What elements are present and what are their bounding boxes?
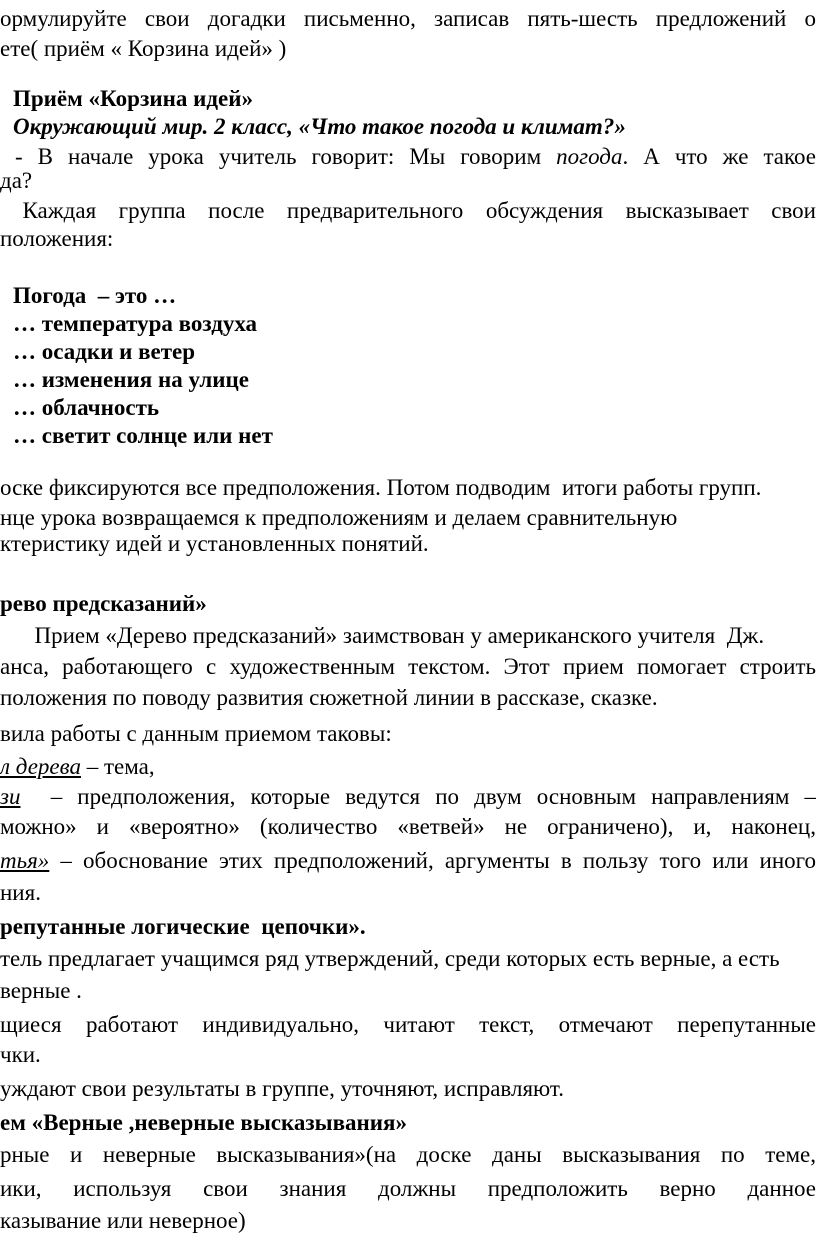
text-line: ормулируйте свои догадки письменно, записав пять-шесть предложений о xyxy=(0,6,816,31)
section-heading: Приём «Корзина идей» xyxy=(13,86,254,111)
text-line: Каждая группа после предварительного обсуждения высказывает свои xyxy=(0,198,816,223)
term-trunk: л дерева xyxy=(0,754,81,779)
text-line: оске фиксируются все предположения. Потом подводим итоги работы групп. xyxy=(0,475,762,500)
section-heading: ем «Верные ,неверные высказывания» xyxy=(0,1110,407,1135)
section-heading: рево предсказаний» xyxy=(0,591,207,616)
text-line: ния. xyxy=(0,880,41,905)
list-heading: Погода – это … xyxy=(13,283,177,308)
section-subheading: Окружающий мир. 2 класс, «Что такое погода и климат?» xyxy=(13,114,626,139)
text-line: положения по поводу развития сюжетной линии в рассказе, сказке. xyxy=(0,685,658,710)
text-line: ики, используя свои знания должны предположить верно данное xyxy=(0,1176,816,1201)
text-line: да? xyxy=(0,168,33,193)
text-line: уждают свои результаты в группе, уточняют, исправляют. xyxy=(0,1076,564,1101)
text-line: щиеся работают индивидуально, читают текст, отмечают перепутанные xyxy=(0,1012,816,1037)
list-item: … температура воздуха xyxy=(13,311,258,336)
text-line: вила работы с данным приемом таковы: xyxy=(0,721,392,746)
text-line: анса, работающего с художественным текстом. Этот прием помогает строить xyxy=(0,654,816,679)
text-line: чки. xyxy=(0,1042,41,1067)
text-line: верные . xyxy=(0,978,82,1003)
text-line: - В начале урока учитель говорит: Мы говорим погода. А что же такое xyxy=(0,144,816,169)
term-leaves: тья» xyxy=(0,848,50,873)
text-line: ете( приём « Корзина идей» ) xyxy=(0,36,287,61)
text-line: тель предлагает учащимся ряд утверждений, среди которых есть верные, а есть xyxy=(0,946,780,971)
list-item: … светит солнце или нет xyxy=(13,423,273,448)
text-line: положения: xyxy=(0,226,114,251)
text-line: ктеристику идей и установленных понятий. xyxy=(0,531,429,556)
text-line: казывание или неверное) xyxy=(0,1208,246,1233)
term-branches: зи xyxy=(0,784,21,809)
text-line: тья» – обоснование этих предположений, аргументы в пользу того или иного xyxy=(0,848,816,873)
text-line: рные и неверные высказывания»(на доске даны высказывания по теме, xyxy=(0,1142,816,1167)
list-item: … осадки и ветер xyxy=(13,339,196,364)
text-line: можно» и «вероятно» (количество «ветвей» не ограничено), и, наконец, xyxy=(0,814,816,839)
text-line: Прием «Дерево предсказаний» заимствован у американского учителя Дж. xyxy=(0,623,765,648)
text-line: зи – предположения, которые ведутся по двум основным направлениям – xyxy=(0,784,816,809)
list-item: … облачность xyxy=(13,395,160,420)
text-line: нце урока возвращаемся к предположениям и делаем сравнительную xyxy=(0,505,678,530)
list-item: … изменения на улице xyxy=(13,367,249,392)
text-line: л дерева – тема, xyxy=(0,754,155,779)
section-heading: репутанные логические цепочки». xyxy=(0,914,366,939)
